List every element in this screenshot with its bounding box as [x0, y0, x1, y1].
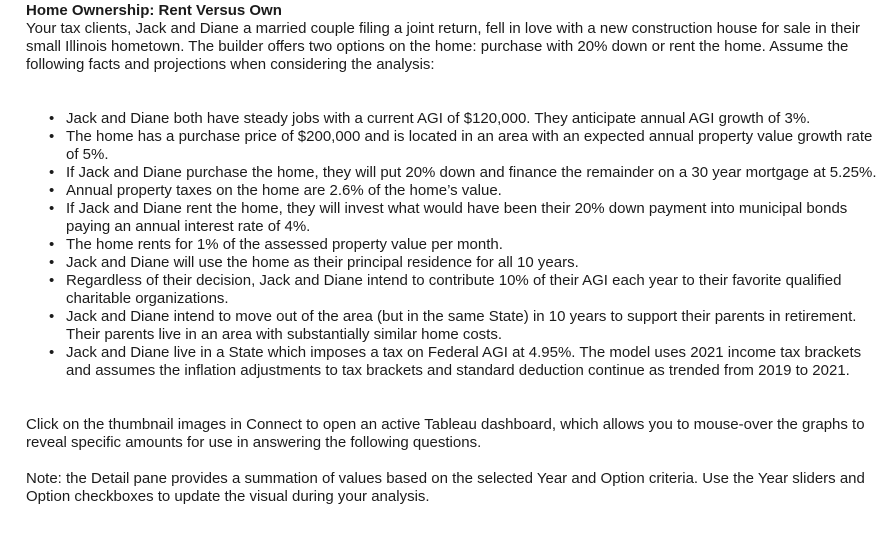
fact-item-purchase-price: • The home has a purchase price of $200,000 and is located in an area with an expected annual property value growth rate of 5%.	[66, 128, 878, 164]
fact-item-state-tax: • Jack and Diane live in a State which imposes a tax on Federal AGI at 4.95%. The model uses 2021 income tax brackets and assumes the inflation adjustments to tax brackets and standard deduction continue as trended from 2019 to 2021.	[66, 344, 878, 380]
facts-list	[26, 110, 878, 380]
intro-paragraph: Your tax clients, Jack and Diane a married couple filing a joint return, fell in love with a new construction house for sale in their small Illinois hometown. The builder offers two options on the home: purchase with 20% down or rent the home. Assume the following facts and projections when considering the analysis:	[26, 20, 861, 73]
fact-item-rent: • The home rents for 1% of the assessed property value per month.	[66, 236, 878, 254]
fact-item-property-taxes: • Annual property taxes on the home are 2.6% of the home’s value.	[66, 182, 878, 200]
tableau-instruction-paragraph: Click on the thumbnail images in Connect to open an active Tableau dashboard, which allows you to mouse-over the graphs to reveal specific amounts for use in answering the following questions.	[26, 416, 865, 451]
fact-item-municipal-bonds: • If Jack and Diane rent the home, they will invest what would have been their 20% down payment into municipal bonds paying an annual interest rate of 4%.	[66, 200, 878, 236]
page-title: Home Ownership: Rent Versus Own	[26, 2, 282, 19]
fact-item-move-out: • Jack and Diane intend to move out of the area (but in the same State) in 10 years to support their parents in retirement. Their parents live in an area with substantially similar home costs.	[66, 308, 878, 344]
fact-item-agi: • Jack and Diane both have steady jobs with a current AGI of $120,000. They anticipate annual AGI growth of 3%.	[66, 110, 878, 128]
note-paragraph: Note: the Detail pane provides a summation of values based on the selected Year and Option criteria. Use the Year sliders and Option checkboxes to update the visual during your analysis.	[26, 470, 865, 505]
fact-item-principal-residence: • Jack and Diane will use the home as their principal residence for all 10 years.	[66, 254, 878, 272]
fact-item-charitable: • Regardless of their decision, Jack and Diane intend to contribute 10% of their AGI each year to their favorite qualified charitable organizations.	[66, 272, 878, 308]
fact-item-mortgage: • If Jack and Diane purchase the home, they will put 20% down and finance the remainder on a 30 year mortgage at 5.25%.	[66, 164, 878, 182]
